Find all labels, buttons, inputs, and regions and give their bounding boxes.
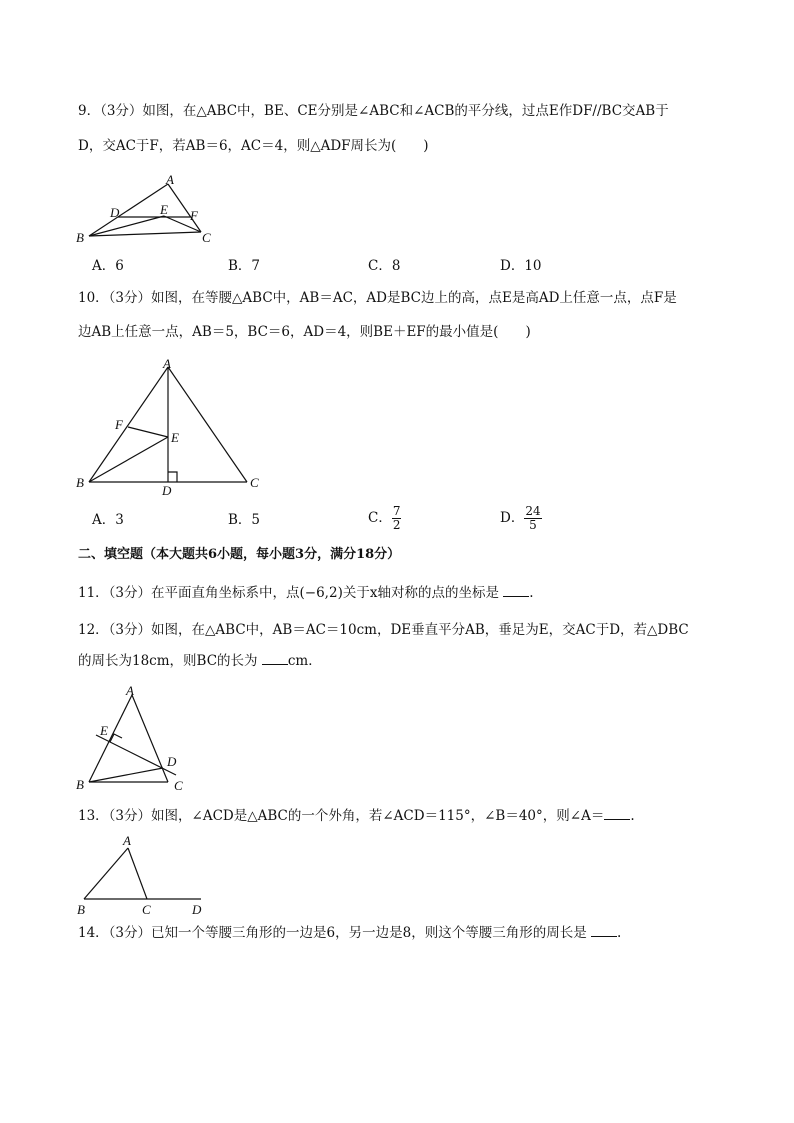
q13-text: 13．（3分）如图，∠ACD是△ABC的一个外角，若∠ACD＝115°，∠B＝40°，则∠A＝ [78, 808, 605, 824]
q10-option-c[interactable] [368, 505, 401, 532]
q9-label-f: F [190, 208, 198, 223]
q12-stem-line1: 12．（3分）如图，在△ABC中，AB＝AC＝10cm，DE垂直平分AB，垂足为E，交AC于D，若△DBC [78, 622, 689, 638]
q10-label-f: F [115, 417, 123, 432]
q12-stem-line2 [78, 651, 322, 671]
q14-stem [78, 923, 621, 943]
q12-unit: cm． [287, 653, 322, 669]
q10-label-c: C [250, 475, 259, 490]
q10-option-d-prefix: D． [500, 510, 525, 526]
q13-exterior-angle-figure [70, 830, 220, 920]
q10-label-d: D [162, 483, 172, 498]
q13-label-c: C [142, 902, 151, 917]
q12-label-b: B [76, 777, 84, 792]
q14-end: . [617, 925, 622, 941]
q9-label-d: D [110, 205, 120, 220]
q9-label-a: A [166, 172, 174, 187]
q14-text: 14．（3分）已知一个等腰三角形的一边是6，另一边是8，则这个等腰三角形的周长是 [78, 925, 591, 941]
section-fill-in-heading: 二、填空题（本大题共6小题，每小题3分，满分18分） [78, 547, 401, 562]
q10-label-b: B [76, 475, 84, 490]
q10-label-e: E [171, 430, 179, 445]
q9-option-d[interactable]: D．10 [500, 258, 542, 274]
q9-option-c[interactable]: C．8 [368, 258, 401, 274]
q10-isosceles-figure [70, 356, 270, 500]
q12-label-e: E [100, 723, 108, 738]
q11-text: 11．（3分）在平面直角坐标系中，点(−6,2)关于x轴对称的点的坐标是 [78, 585, 504, 601]
q10-stem-line1: 10．（3分）如图，在等腰△ABC中，AB＝AC，AD是BC边上的高，点E是高AD上任意一点，点F是 [78, 290, 677, 306]
q10-option-c-numerator: 7 [392, 504, 401, 518]
q9-triangle-figure [70, 172, 220, 244]
q12-label-a: A [126, 683, 134, 698]
q10-option-c-prefix: C． [368, 510, 392, 526]
q14-answer-blank[interactable] [591, 924, 617, 937]
q13-stem [78, 806, 635, 826]
q10-option-b[interactable]: B．5 [228, 512, 261, 528]
q9-option-b[interactable]: B．7 [228, 258, 261, 274]
q9-label-e: E [160, 202, 168, 217]
q9-option-a[interactable]: A．6 [92, 258, 124, 274]
q12-text: 的周长为18cm，则BC的长为 [78, 653, 262, 669]
q11-end: . [529, 585, 534, 601]
q13-label-d: D [192, 902, 202, 917]
q12-label-c: C [174, 778, 183, 793]
q12-answer-blank[interactable] [262, 652, 288, 665]
q9-label-b: B [76, 230, 84, 245]
q10-option-d-fraction [524, 505, 541, 532]
q13-label-a: A [123, 833, 131, 848]
q9-stem-line2: D，交AC于F，若AB＝6，AC＝4，则△ADF周长为( ) [78, 138, 429, 154]
q13-label-b: B [77, 902, 85, 917]
q11-stem [78, 583, 534, 603]
q10-label-a: A [163, 356, 171, 371]
q13-end: . [630, 808, 635, 824]
q10-stem-line2: 边AB上任意一点，AB＝5，BC＝6，AD＝4，则BE＋EF的最小值是( ) [78, 324, 531, 340]
q10-option-d-denominator: 5 [529, 518, 537, 532]
q11-answer-blank[interactable] [503, 584, 529, 597]
q9-label-c: C [202, 230, 211, 245]
q12-perpendicular-bisector-figure [70, 682, 210, 796]
q10-option-c-denominator: 2 [392, 518, 401, 532]
q10-option-c-fraction [392, 505, 402, 532]
q9-stem-line1: 9．（3分）如图，在△ABC中，BE、CE分别是∠ABC和∠ACB的平分线，过点E作DF//BC交AB于 [78, 103, 669, 119]
q12-label-d: D [167, 754, 177, 769]
q10-option-d-numerator: 24 [525, 504, 541, 518]
q10-option-d[interactable] [500, 505, 542, 532]
q13-answer-blank[interactable] [604, 807, 630, 820]
q10-option-a[interactable]: A．3 [92, 512, 124, 528]
